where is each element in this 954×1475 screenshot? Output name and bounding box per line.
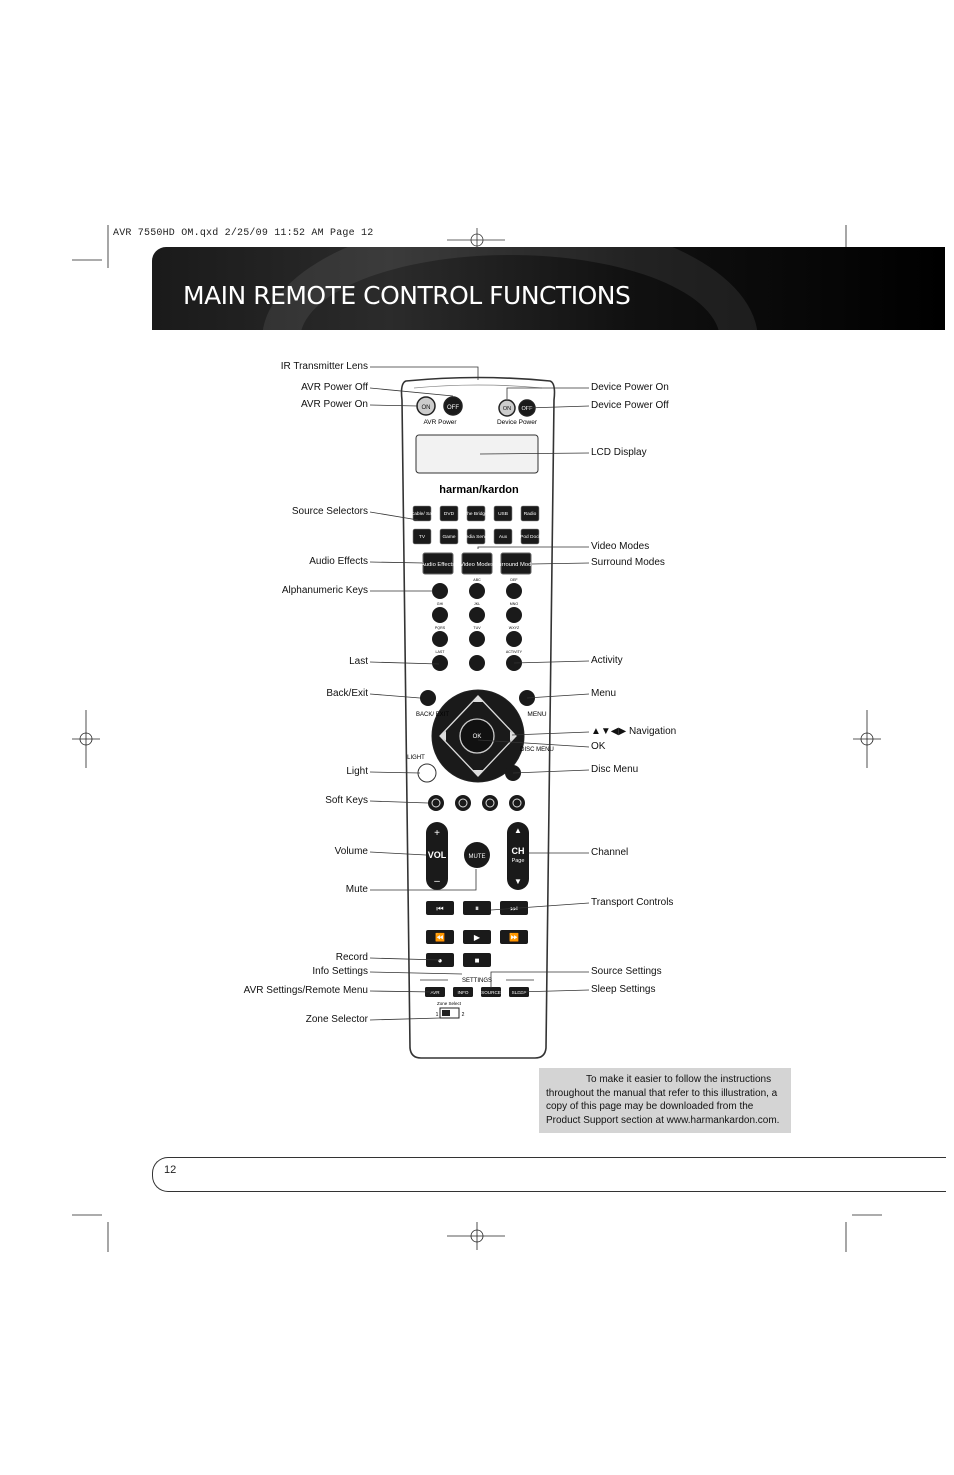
callout-device-power-off: Device Power Off <box>591 400 669 411</box>
settings-button-text: AVR <box>430 990 440 995</box>
numeric-key-3 <box>432 607 448 623</box>
avr-off-text: OFF <box>447 405 459 411</box>
settings-text: SETTINGS <box>461 978 493 984</box>
settings-button-text: INFO <box>457 990 469 995</box>
svg-text:⏪: ⏪ <box>435 933 445 942</box>
soft-key-2 <box>455 795 471 811</box>
numeric-key-10 <box>469 655 485 671</box>
back-exit-text: BACK/ EXIT <box>416 712 450 718</box>
svg-text:⏮: ⏮ <box>436 904 444 913</box>
source-label: Media Server <box>461 535 491 540</box>
page-footer <box>152 1157 946 1192</box>
settings-button-text: SLEEP <box>511 990 527 995</box>
callout-mute: Mute <box>345 884 368 895</box>
callout-volume: Volume <box>334 846 368 857</box>
avr-power-text: AVR Power <box>423 419 457 426</box>
brand-logo: harman/kardon <box>439 484 519 496</box>
callout-menu: Menu <box>591 688 617 699</box>
callout-channel: Channel <box>591 847 629 858</box>
key-sublabel: MNO <box>509 602 519 606</box>
callout-light: Light <box>346 766 368 777</box>
device-on-text: ON <box>502 406 512 412</box>
settings-button-text: SOURCE <box>481 990 501 995</box>
ok-text: OK <box>472 734 482 740</box>
source-label: DVD <box>443 512 455 517</box>
callout-device-power-on: Device Power On <box>591 382 669 393</box>
numeric-key-8 <box>506 631 522 647</box>
zone2-text: 2 <box>461 1012 465 1018</box>
key-sublabel: LAST <box>435 650 445 654</box>
svg-text:+: + <box>434 828 440 839</box>
page-title: MAIN REMOTE CONTROL FUNCTIONS <box>183 281 631 310</box>
svg-text:▶: ▶ <box>473 933 481 942</box>
source-label: Aux <box>498 535 508 540</box>
audio-effects-text: Audio Effects <box>420 562 456 568</box>
page-text: Page <box>511 858 525 864</box>
svg-text:⏸: ⏸ <box>475 904 479 913</box>
surround-modes-text: Surround Modes <box>494 562 538 568</box>
numeric-key-6 <box>432 631 448 647</box>
key-sublabel: PQRS <box>434 626 446 630</box>
callout-lcd-display: LCD Display <box>591 447 647 458</box>
numeric-key-4 <box>469 607 485 623</box>
svg-text:■: ■ <box>474 956 480 965</box>
soft-key-4 <box>509 795 525 811</box>
page-number: 12 <box>164 1164 177 1176</box>
device-off-text: OFF <box>521 406 533 412</box>
svg-text:▼: ▼ <box>514 877 522 886</box>
callout-record: Record <box>335 952 368 963</box>
file-slug: AVR 7550HD OM.qxd 2/25/09 11:52 AM Page 12 <box>113 228 374 239</box>
source-label: TV <box>418 535 426 540</box>
soft-key-3 <box>482 795 498 811</box>
callout-audio-effects: Audio Effects <box>309 556 368 567</box>
light-button <box>418 764 436 782</box>
callout-back-exit: Back/Exit <box>326 688 368 699</box>
avr-on-text: ON <box>421 405 431 411</box>
svg-text:⏭: ⏭ <box>510 904 518 913</box>
key-sublabel: DEF <box>510 578 518 582</box>
callout-ok: OK <box>591 741 606 752</box>
callout-info-settings: Info Settings <box>312 966 368 977</box>
callout-video-modes: Video Modes <box>591 541 650 552</box>
key-sublabel: TUV <box>473 626 481 630</box>
numeric-key-9 <box>432 655 448 671</box>
key-sublabel: ACTIVITY <box>505 650 523 654</box>
video-modes-text: Video Modes <box>460 562 494 568</box>
mute-text: MUTE <box>468 854 486 860</box>
callout-source-selectors: Source Selectors <box>291 506 368 517</box>
disc-menu-text: DISC MENU <box>520 747 554 753</box>
callout-disc-menu: Disc Menu <box>591 764 639 775</box>
source-label: The Bridge <box>464 512 488 517</box>
callout-sleep-settings: Sleep Settings <box>591 984 656 995</box>
key-sublabel: JKL <box>473 602 481 606</box>
download-note: To make it easier to follow the instructions throughout the manual that refer to this illustration, a copy of this page may be downloaded from the Product Support section at www.harmankardon.com. <box>539 1068 791 1133</box>
zone-select-text: Zone Select <box>436 1001 462 1006</box>
numeric-key-2 <box>506 583 522 599</box>
device-power-text: Device Power <box>496 419 538 426</box>
callout-surround-modes: Surround Modes <box>591 557 665 568</box>
numeric-key-0 <box>432 583 448 599</box>
callout-avr-power-off: AVR Power Off <box>301 382 368 393</box>
source-label: Cable/ Sat <box>410 512 434 517</box>
callout-last: Last <box>349 656 368 667</box>
svg-text:▲: ▲ <box>514 826 522 835</box>
numeric-key-5 <box>506 607 522 623</box>
source-label: Radio <box>523 512 537 517</box>
callout-navigation: ▲▼◀▶ Navigation <box>591 726 677 737</box>
callout-zone-selector: Zone Selector <box>305 1014 368 1025</box>
callout-transport-controls: Transport Controls <box>591 897 674 908</box>
key-sublabel: GHI <box>436 602 444 606</box>
callout-alphanumeric-keys: Alphanumeric Keys <box>281 585 368 596</box>
callout-ir-transmitter-lens: IR Transmitter Lens <box>280 361 368 372</box>
svg-text:⏩: ⏩ <box>509 933 519 942</box>
numeric-key-7 <box>469 631 485 647</box>
back-exit-button <box>420 690 436 706</box>
source-label: Game <box>442 535 456 540</box>
vol-text: VOL <box>427 850 447 860</box>
menu-text: MENU <box>527 711 547 718</box>
zone1-text: 1 <box>435 1012 439 1018</box>
callout-avr-settings-remote-menu: AVR Settings/Remote Menu <box>243 985 368 996</box>
numeric-key-1 <box>469 583 485 599</box>
callout-activity: Activity <box>591 655 623 666</box>
callout-avr-power-on: AVR Power On <box>300 399 368 410</box>
svg-text:●: ● <box>437 956 443 965</box>
soft-key-1 <box>428 795 444 811</box>
source-label: iPod Dock <box>519 535 541 540</box>
source-label: USB <box>498 512 508 517</box>
ch-text: CH <box>511 846 525 856</box>
key-sublabel: ABC <box>473 578 481 582</box>
light-text: LIGHT <box>407 755 425 761</box>
key-sublabel: WXYZ <box>508 626 520 630</box>
svg-text:–: – <box>434 876 440 887</box>
callout-source-settings: Source Settings <box>591 966 662 977</box>
callout-soft-keys: Soft Keys <box>325 795 368 806</box>
